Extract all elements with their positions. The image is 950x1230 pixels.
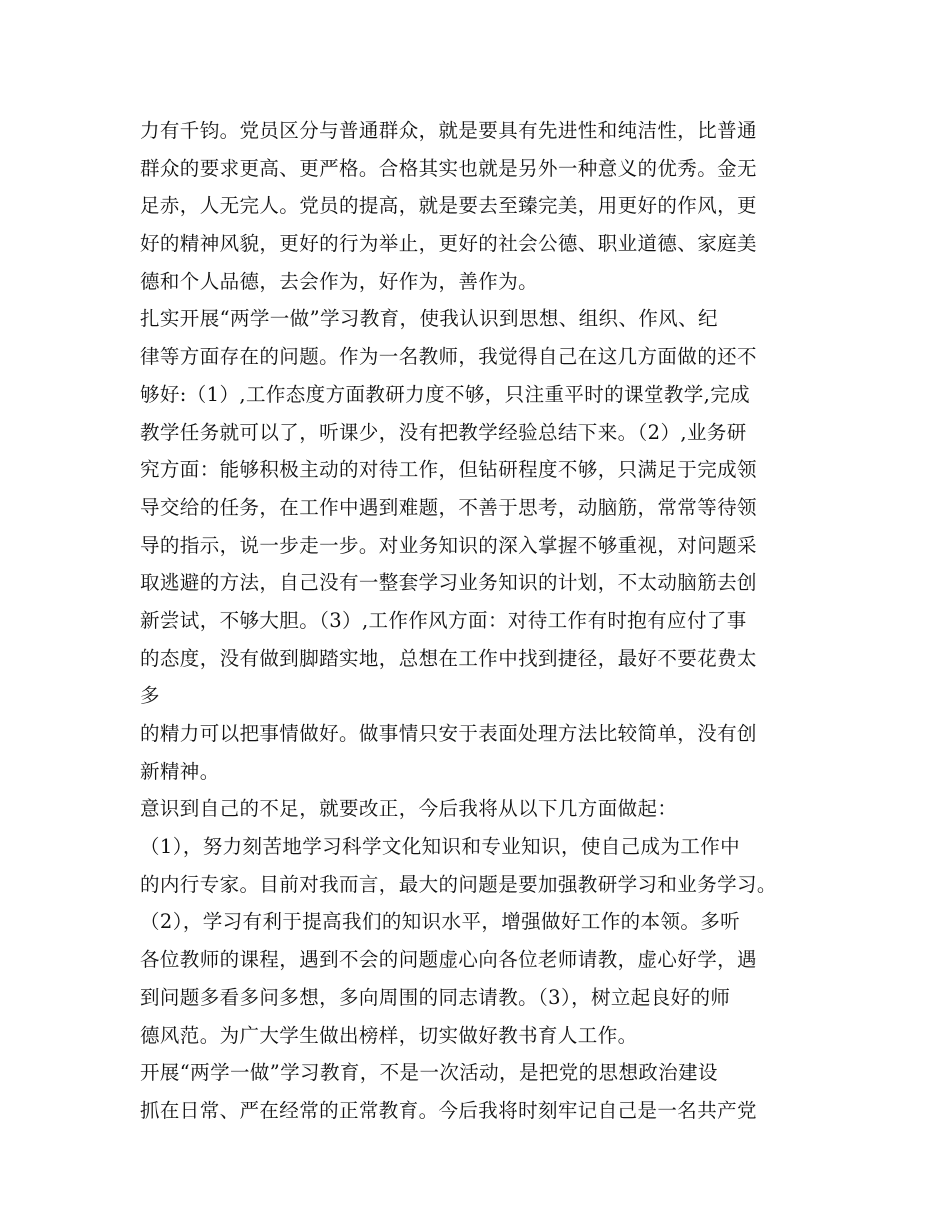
text-line: 德风范。为广大学生做出榜样，切实做好教书育人工作。 xyxy=(140,1023,638,1047)
text-line: 多 xyxy=(140,684,160,708)
text-line: 群众的要求更高、更严格。合格其实也就是另外一种意义的优秀。金无 xyxy=(140,156,757,180)
text-line: 抓在日常、严在经常的正常教育。今后我将时刻牢记自己是一名共产党 xyxy=(140,1098,757,1122)
text-line: 开展“两学一做”学习教育，不是一次活动，是把党的思想政治建设 xyxy=(140,1061,718,1085)
text-line: 够好:（1）,工作态度方面教研力度不够，只注重平时的课堂教学,完成 xyxy=(140,382,751,406)
text-line: 究方面：能够积极主动的对待工作，但钻研程度不够，只满足于完成领 xyxy=(140,458,757,482)
text-line: 导交给的任务，在工作中遇到难题，不善于思考，动脑筋，常常等待领 xyxy=(140,495,757,519)
text-line: 的精力可以把事情做好。做事情只安于表面处理方法比较简单，没有创 xyxy=(140,722,757,745)
text-line: 足赤，人无完人。党员的提高，就是要去至臻完美，用更好的作风，更 xyxy=(140,194,757,218)
text-line: 新尝试，不够大胆。（3）,工作作风方面：对待工作有时抱有应付了事 xyxy=(140,608,747,632)
text-line: 力有千钧。党员区分与普通群众，就是要具有先进性和纯洁性，比普通 xyxy=(140,119,757,142)
text-line: 导的指示，说一步走一步。对业务知识的深入掌握不够重视，对问题采 xyxy=(140,533,757,557)
text-line: 德和个人品德，去会作为，好作为，善作为。 xyxy=(140,269,539,293)
text-line: （1），努力刻苦地学习科学文化知识和专业知识，使自己成为工作中 xyxy=(140,835,741,859)
text-line: 意识到自己的不足，就要改正，今后我将从以下几方面做起： xyxy=(140,797,678,821)
text-line: 的内行专家。目前对我而言，最大的问题是要加强教研学习和业务学习。 xyxy=(140,872,777,896)
text-line: 律等方面存在的问题。作为一名教师，我觉得自己在这几方面做的还不 xyxy=(140,345,757,369)
document-body xyxy=(140,112,830,1130)
text-line: 各位教师的课程，遇到不会的问题虚心向各位老师请教，虚心好学，遇 xyxy=(140,948,757,972)
text-line: 取逃避的方法，自己没有一整套学习业务知识的计划，不太动脑筋去创 xyxy=(140,571,757,595)
text-line: 好的精神风貌，更好的行为举止，更好的社会公德、职业道德、家庭美 xyxy=(140,232,757,256)
text-line: 扎实开展“两学一做”学习教育，使我认识到思想、组织、作风、纪 xyxy=(140,307,718,331)
text-line: 新精神。 xyxy=(140,759,220,783)
text-line: 教学任务就可以了，听课少，没有把教学经验总结下来。（2）,业务研 xyxy=(140,420,747,444)
text-line: 的态度，没有做到脚踏实地，总想在工作中找到捷径，最好不要花费太 xyxy=(140,646,757,670)
text-line: 到问题多看多问多想，多向周围的同志请教。（3），树立起良好的师 xyxy=(140,985,731,1009)
text-line: （2），学习有利于提高我们的知识水平，增强做好工作的本领。多听 xyxy=(140,910,741,934)
